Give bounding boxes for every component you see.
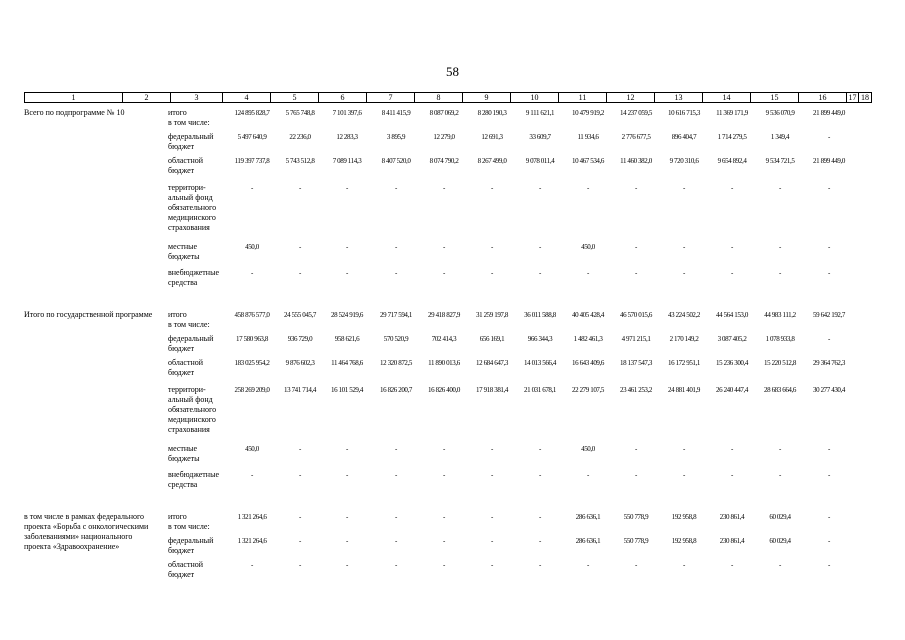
value-cell: - [587, 269, 589, 277]
header-cell: 14 [702, 92, 750, 103]
header-cell: 13 [654, 92, 702, 103]
value-cell: - [491, 243, 493, 251]
value-cell: - [251, 561, 253, 569]
value-cell: 33 609,7 [529, 133, 551, 141]
value-cell: 24 881 401,9 [668, 386, 700, 394]
funding-source-label: итого в том числе: [168, 310, 210, 329]
value-cell: 28 524 919,6 [331, 311, 363, 319]
value-cell: 7 089 114,3 [332, 157, 362, 165]
value-cell: - [828, 561, 830, 569]
funding-source-label: областной бюджет [168, 156, 204, 175]
value-cell: - [395, 269, 397, 277]
value-cell: 21 899 449,0 [813, 157, 845, 165]
value-cell: - [395, 445, 397, 453]
value-cell: - [443, 243, 445, 251]
value-cell: - [299, 471, 301, 479]
value-cell: - [299, 513, 301, 521]
value-cell: 18 137 547,3 [620, 359, 652, 367]
value-cell: - [491, 445, 493, 453]
value-cell: 119 397 737,8 [234, 157, 270, 165]
value-cell: - [683, 269, 685, 277]
section-title: в том числе в рамках федерального проекта «Борьба с онкологическими заболеваниями» национального проекта «Здравоохранение» [24, 512, 149, 551]
value-cell: 450,0 [581, 445, 595, 453]
value-cell: - [491, 269, 493, 277]
value-cell: 570 520,9 [383, 335, 409, 343]
value-cell: 44 983 111,2 [764, 311, 796, 319]
header-cell: 1 [24, 92, 122, 103]
funding-source-label: областной бюджет [168, 358, 204, 377]
value-cell: - [828, 184, 830, 192]
funding-source-label: местные бюджеты [168, 242, 200, 261]
value-cell: 12 691,3 [481, 133, 503, 141]
value-cell: 44 564 153,0 [716, 311, 748, 319]
header-cell: 5 [270, 92, 318, 103]
value-cell: 1 321 264,6 [237, 513, 267, 521]
value-cell: 15 220 512,8 [764, 359, 796, 367]
value-cell: 958 621,6 [334, 335, 360, 343]
value-cell: 29 364 762,3 [813, 359, 845, 367]
value-cell: 450,0 [245, 445, 259, 453]
value-cell: - [731, 243, 733, 251]
value-cell: 230 861,4 [719, 537, 745, 545]
value-cell: 550 778,9 [623, 513, 649, 521]
value-cell: - [779, 445, 781, 453]
value-cell: 183 025 954,2 [234, 359, 270, 367]
header-cell: 4 [222, 92, 270, 103]
value-cell: - [299, 269, 301, 277]
value-cell: 450,0 [245, 243, 259, 251]
value-cell: 9 720 310,6 [669, 157, 699, 165]
value-cell: 21 899 449,0 [813, 109, 845, 117]
funding-source-label: территори-альный фонд обязательного медицинского страхования [168, 183, 217, 232]
funding-source-label: внебюджетные средства [168, 470, 219, 489]
funding-source-label: федеральный бюджет [168, 132, 214, 151]
funding-source-label: федеральный бюджет [168, 334, 214, 353]
value-cell: - [443, 561, 445, 569]
value-cell: - [443, 445, 445, 453]
value-cell: 22 279 107,5 [572, 386, 604, 394]
value-cell: - [779, 561, 781, 569]
value-cell: - [299, 184, 301, 192]
value-cell: - [683, 184, 685, 192]
funding-source-label: территори-альный фонд обязательного медицинского страхования [168, 385, 217, 434]
value-cell: - [346, 561, 348, 569]
value-cell: - [251, 269, 253, 277]
value-cell: 12 283,3 [336, 133, 358, 141]
value-cell: 702 414,3 [431, 335, 457, 343]
value-cell: - [731, 471, 733, 479]
value-cell: 458 876 577,0 [234, 311, 270, 319]
value-cell: 16 643 409,6 [572, 359, 604, 367]
value-cell: 36 011 588,8 [524, 311, 556, 319]
funding-source-label: итого в том числе: [168, 512, 210, 531]
value-cell: 24 555 045,7 [284, 311, 316, 319]
value-cell: 4 971 215,1 [621, 335, 651, 343]
value-cell: - [539, 184, 541, 192]
value-cell: 23 461 253,2 [620, 386, 652, 394]
value-cell: 21 031 678,1 [524, 386, 556, 394]
value-cell: - [491, 561, 493, 569]
value-cell: 450,0 [581, 243, 595, 251]
value-cell: 1 321 264,6 [237, 537, 267, 545]
header-cell: 17 [846, 92, 858, 103]
value-cell: 192 958,8 [671, 513, 697, 521]
value-cell: 9 534 721,5 [765, 157, 795, 165]
value-cell: - [491, 184, 493, 192]
value-cell: 8 411 415,9 [381, 109, 411, 117]
value-cell: 1 714 279,5 [717, 133, 747, 141]
value-cell: 2 776 677,5 [621, 133, 651, 141]
value-cell: - [491, 471, 493, 479]
value-cell: 12 684 647,3 [476, 359, 508, 367]
header-cell: 9 [462, 92, 510, 103]
value-cell: 286 636,1 [575, 513, 601, 521]
header-cell: 2 [122, 92, 170, 103]
value-cell: - [539, 561, 541, 569]
value-cell: 2 170 149,2 [669, 335, 699, 343]
value-cell: - [443, 184, 445, 192]
value-cell: 8 087 069,2 [429, 109, 459, 117]
value-cell: 29 717 594,1 [380, 311, 412, 319]
value-cell: 13 741 714,4 [284, 386, 316, 394]
value-cell: 16 826 400,0 [428, 386, 460, 394]
value-cell: 10 616 715,3 [668, 109, 700, 117]
value-cell: - [395, 243, 397, 251]
value-cell: 124 895 828,7 [234, 109, 270, 117]
value-cell: - [346, 269, 348, 277]
value-cell: 286 636,1 [575, 537, 601, 545]
value-cell: - [635, 243, 637, 251]
header-cell: 10 [510, 92, 558, 103]
value-cell: 26 240 447,4 [716, 386, 748, 394]
funding-source-label: итого в том числе: [168, 108, 210, 127]
value-cell: - [779, 243, 781, 251]
value-cell: - [587, 184, 589, 192]
value-cell: - [539, 537, 541, 545]
value-cell: - [251, 471, 253, 479]
section-title: Всего по подпрограмме № 10 [24, 108, 125, 117]
value-cell: - [346, 184, 348, 192]
value-cell: - [539, 243, 541, 251]
value-cell: - [539, 445, 541, 453]
value-cell: - [683, 471, 685, 479]
value-cell: 16 101 529,4 [331, 386, 363, 394]
funding-source-label: местные бюджеты [168, 444, 200, 463]
value-cell: 17 580 963,8 [236, 335, 268, 343]
value-cell: - [395, 561, 397, 569]
value-cell: 1 482 461,3 [573, 335, 603, 343]
value-cell: - [346, 513, 348, 521]
value-cell: 9 111 621,1 [525, 109, 555, 117]
value-cell: - [779, 269, 781, 277]
value-cell: - [779, 184, 781, 192]
value-cell: 9 078 011,4 [525, 157, 555, 165]
value-cell: 16 826 200,7 [380, 386, 412, 394]
section-title: Итого по государственной программе [24, 310, 153, 319]
value-cell: - [635, 269, 637, 277]
value-cell: - [395, 184, 397, 192]
value-cell: 15 236 300,4 [716, 359, 748, 367]
value-cell: - [779, 471, 781, 479]
header-cell: 7 [366, 92, 414, 103]
value-cell: - [635, 184, 637, 192]
value-cell: 192 958,8 [671, 537, 697, 545]
value-cell: - [346, 537, 348, 545]
value-cell: - [828, 335, 830, 343]
value-cell: 11 369 171,9 [716, 109, 748, 117]
value-cell: 14 013 566,4 [524, 359, 556, 367]
value-cell: - [683, 561, 685, 569]
value-cell: - [731, 445, 733, 453]
value-cell: - [443, 471, 445, 479]
value-cell: 11 890 013,6 [428, 359, 460, 367]
header-cell: 12 [606, 92, 654, 103]
value-cell: - [683, 243, 685, 251]
value-cell: 28 683 664,6 [764, 386, 796, 394]
value-cell: 11 464 768,6 [331, 359, 363, 367]
value-cell: 30 277 430,4 [813, 386, 845, 394]
value-cell: 656 169,1 [479, 335, 505, 343]
header-cell: 15 [750, 92, 798, 103]
value-cell: - [395, 537, 397, 545]
funding-source-label: областной бюджет [168, 560, 204, 579]
value-cell: - [731, 184, 733, 192]
value-cell: 5 497 640,9 [237, 133, 267, 141]
value-cell: 29 418 827,9 [428, 311, 460, 319]
value-cell: 258 269 209,0 [234, 386, 270, 394]
value-cell: 11 460 382,0 [620, 157, 652, 165]
value-cell: - [683, 445, 685, 453]
value-cell: - [443, 537, 445, 545]
value-cell: - [346, 471, 348, 479]
value-cell: 31 259 197,8 [476, 311, 508, 319]
value-cell: 22 236,0 [289, 133, 311, 141]
value-cell: - [491, 537, 493, 545]
value-cell: - [539, 471, 541, 479]
value-cell: 1 078 933,8 [765, 335, 795, 343]
value-cell: 9 536 070,9 [765, 109, 795, 117]
value-cell: 60 029,4 [769, 513, 791, 521]
header-cell: 8 [414, 92, 462, 103]
value-cell: - [299, 561, 301, 569]
value-cell: 12 320 872,5 [380, 359, 412, 367]
value-cell: - [346, 445, 348, 453]
value-cell: 8 407 520,0 [381, 157, 411, 165]
value-cell: - [828, 243, 830, 251]
value-cell: 14 237 059,5 [620, 109, 652, 117]
value-cell: 936 729,0 [287, 335, 313, 343]
header-cell: 3 [170, 92, 222, 103]
value-cell: - [539, 513, 541, 521]
value-cell: - [587, 471, 589, 479]
value-cell: 11 934,6 [577, 133, 599, 141]
value-cell: - [539, 269, 541, 277]
value-cell: - [731, 269, 733, 277]
value-cell: - [828, 471, 830, 479]
value-cell: 43 224 502,2 [668, 311, 700, 319]
value-cell: - [299, 537, 301, 545]
value-cell: 8 280 190,3 [477, 109, 507, 117]
value-cell: 10 479 919,2 [572, 109, 604, 117]
value-cell: 40 405 428,4 [572, 311, 604, 319]
value-cell: - [635, 445, 637, 453]
value-cell: 1 349,4 [770, 133, 790, 141]
column-number-header [24, 92, 872, 102]
value-cell: 12 279,0 [433, 133, 455, 141]
value-cell: 5 765 748,8 [285, 109, 315, 117]
value-cell: - [395, 471, 397, 479]
page-number: 58 [446, 64, 459, 79]
header-cell: 18 [858, 92, 872, 103]
value-cell: - [587, 561, 589, 569]
value-cell: 17 918 381,4 [476, 386, 508, 394]
value-cell: - [299, 445, 301, 453]
value-cell: - [828, 445, 830, 453]
value-cell: - [828, 269, 830, 277]
header-cell: 16 [798, 92, 846, 103]
value-cell: 46 570 015,6 [620, 311, 652, 319]
value-cell: - [443, 269, 445, 277]
value-cell: - [828, 537, 830, 545]
value-cell: - [443, 513, 445, 521]
value-cell: 9 876 602,3 [285, 359, 315, 367]
value-cell: 8 267 499,0 [477, 157, 507, 165]
value-cell: - [731, 561, 733, 569]
value-cell: - [635, 561, 637, 569]
value-cell: 9 654 892,4 [717, 157, 747, 165]
value-cell: 8 074 790,2 [429, 157, 459, 165]
header-cell: 6 [318, 92, 366, 103]
value-cell: 3 087 405,2 [717, 335, 747, 343]
value-cell: 230 861,4 [719, 513, 745, 521]
value-cell: 7 101 397,6 [332, 109, 362, 117]
value-cell: - [635, 471, 637, 479]
value-cell: 3 895,9 [386, 133, 406, 141]
header-cell: 11 [558, 92, 606, 103]
value-cell: 60 029,4 [769, 537, 791, 545]
value-cell: 10 467 534,6 [572, 157, 604, 165]
value-cell: - [491, 513, 493, 521]
funding-source-label: федеральный бюджет [168, 536, 214, 555]
value-cell: - [346, 243, 348, 251]
value-cell: 5 743 512,8 [285, 157, 315, 165]
value-cell: 966 344,3 [527, 335, 553, 343]
value-cell: 59 642 192,7 [813, 311, 845, 319]
value-cell: - [251, 184, 253, 192]
value-cell: - [299, 243, 301, 251]
value-cell: 550 778,9 [623, 537, 649, 545]
value-cell: 896 404,7 [671, 133, 697, 141]
funding-source-label: внебюджетные средства [168, 268, 219, 287]
value-cell: - [828, 133, 830, 141]
value-cell: - [395, 513, 397, 521]
value-cell: 16 172 951,1 [668, 359, 700, 367]
value-cell: - [828, 513, 830, 521]
